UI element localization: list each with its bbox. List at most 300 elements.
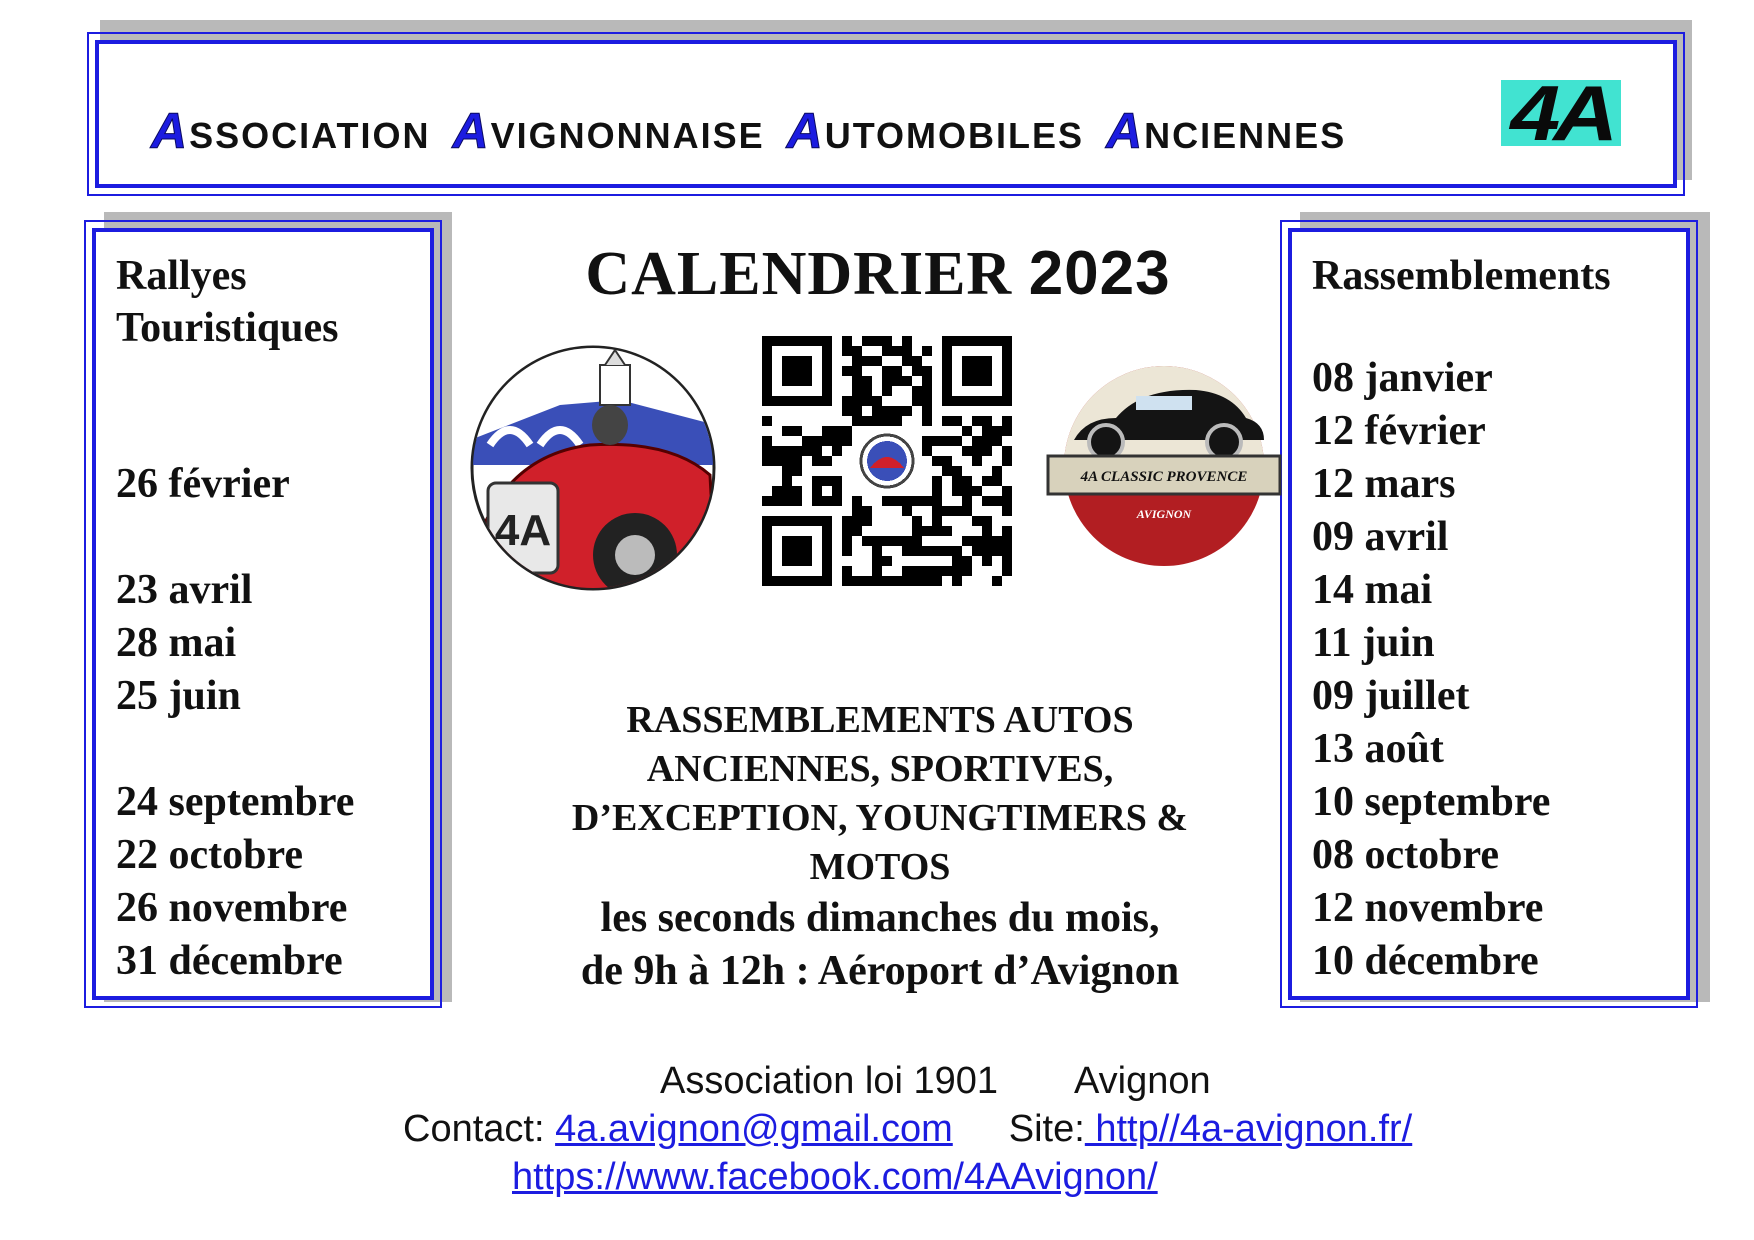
qr-module <box>902 346 912 356</box>
qr-module <box>882 576 892 586</box>
qr-module <box>792 456 802 466</box>
qr-module <box>862 356 872 366</box>
qr-module <box>932 516 942 526</box>
qr-module <box>792 536 802 546</box>
qr-module <box>962 396 972 406</box>
qr-module <box>922 576 932 586</box>
qr-module <box>822 576 832 586</box>
qr-module <box>942 456 952 466</box>
qr-module <box>972 516 982 526</box>
qr-module <box>852 376 862 386</box>
qr-module <box>972 396 982 406</box>
qr-module <box>762 376 772 386</box>
list-item: 11 juin <box>1312 620 1435 666</box>
qr-module <box>942 466 952 476</box>
qr-module <box>952 556 962 566</box>
qr-module <box>762 526 772 536</box>
qr-module <box>902 356 912 366</box>
qr-module <box>812 436 822 446</box>
footer-facebook-line <box>512 1156 1158 1199</box>
qr-module <box>832 446 842 456</box>
qr-module <box>802 576 812 586</box>
qr-module <box>932 486 942 496</box>
qr-module <box>812 446 822 456</box>
qr-module <box>1002 536 1012 546</box>
qr-module <box>842 546 852 556</box>
list-item: 08 janvier <box>1312 355 1493 401</box>
association-city: Avignon <box>1074 1060 1211 1102</box>
qr-module <box>922 496 932 506</box>
vintage-race-car-logo <box>470 345 716 591</box>
association-type: Association loi 1901 <box>660 1060 998 1102</box>
qr-module <box>852 386 862 396</box>
qr-module <box>982 556 992 566</box>
qr-module <box>892 536 902 546</box>
qr-module <box>922 446 932 456</box>
qr-module <box>762 346 772 356</box>
qr-module <box>902 536 912 546</box>
qr-module <box>872 546 882 556</box>
qr-module <box>1002 416 1012 426</box>
qr-module <box>822 546 832 556</box>
qr-module <box>852 356 862 366</box>
header-word: A VIGNONNAISE <box>452 103 765 159</box>
qr-module <box>912 386 922 396</box>
qr-module <box>822 436 832 446</box>
qr-module <box>942 376 952 386</box>
qr-module <box>952 476 962 486</box>
qr-module <box>782 456 792 466</box>
qr-module <box>912 396 922 406</box>
rallyes-title: Rallyes Touristiques <box>116 253 339 351</box>
list-item: 24 septembre <box>116 779 355 825</box>
qr-module <box>772 496 782 506</box>
list-item: 09 juillet <box>1312 673 1470 719</box>
qr-module <box>952 336 962 346</box>
qr-module <box>892 406 902 416</box>
qr-module <box>762 336 772 346</box>
qr-module <box>1002 366 1012 376</box>
qr-module <box>772 456 782 466</box>
qr-module <box>912 576 922 586</box>
qr-module <box>862 536 872 546</box>
qr-module <box>972 336 982 346</box>
qr-module <box>882 366 892 376</box>
rallyes-date-list <box>116 458 354 988</box>
list-item: 10 septembre <box>1312 779 1551 825</box>
qr-module <box>1002 356 1012 366</box>
qr-module <box>922 396 932 406</box>
qr-module <box>842 396 852 406</box>
qr-module <box>762 386 772 396</box>
qr-module <box>802 446 812 456</box>
4a-classic-provence-logo <box>1046 348 1282 584</box>
qr-module <box>882 406 892 416</box>
qr-module <box>992 396 1002 406</box>
qr-module <box>882 416 892 426</box>
list-item: 12 novembre <box>1312 885 1544 931</box>
qr-module <box>922 526 932 536</box>
qr-module <box>792 446 802 456</box>
qr-module <box>762 436 772 446</box>
qr-module <box>792 486 802 496</box>
rassemblements-date-list <box>1312 352 1550 988</box>
qr-module <box>802 376 812 386</box>
qr-module <box>932 456 942 466</box>
qr-module <box>842 526 852 536</box>
qr-module <box>792 466 802 476</box>
contact-label: Contact: <box>403 1108 545 1150</box>
qr-module <box>872 536 882 546</box>
qr-module <box>962 566 972 576</box>
qr-module <box>922 376 932 386</box>
qr-module <box>782 366 792 376</box>
qr-module <box>992 536 1002 546</box>
email-link[interactable]: 4a.avignon@gmail.com <box>555 1108 953 1150</box>
qr-module <box>872 416 882 426</box>
qr-module <box>812 486 822 496</box>
qr-module <box>902 336 912 346</box>
qr-module <box>872 356 882 366</box>
qr-module <box>912 356 922 366</box>
qr-module <box>932 476 942 486</box>
qr-module <box>822 376 832 386</box>
qr-module <box>772 486 782 496</box>
qr-module <box>832 476 842 486</box>
qr-module <box>982 396 992 406</box>
qr-module <box>942 436 952 446</box>
qr-module <box>942 366 952 376</box>
qr-module <box>1002 496 1012 506</box>
qr-module <box>792 376 802 386</box>
qr-module <box>842 516 852 526</box>
list-item: 25 juin <box>116 673 241 719</box>
qr-module <box>922 406 932 416</box>
qr-module <box>762 496 772 506</box>
qr-module <box>782 446 792 456</box>
qr-module <box>962 476 972 486</box>
qr-module <box>912 566 922 576</box>
qr-module <box>842 436 852 446</box>
qr-module <box>822 476 832 486</box>
event-description <box>500 696 1260 998</box>
qr-module <box>1002 396 1012 406</box>
list-item: 26 février <box>116 461 290 507</box>
qr-module <box>842 366 852 376</box>
qr-module <box>822 516 832 526</box>
qr-module <box>762 456 772 466</box>
qr-module <box>942 506 952 516</box>
qr-module <box>952 546 962 556</box>
qr-module <box>782 546 792 556</box>
qr-module <box>782 466 792 476</box>
qr-module <box>922 366 932 376</box>
qr-module <box>962 336 972 346</box>
qr-module <box>762 366 772 376</box>
qr-module <box>852 416 862 426</box>
qr-module <box>942 356 952 366</box>
qr-module <box>982 446 992 456</box>
qr-module <box>972 486 982 496</box>
qr-module <box>772 396 782 406</box>
qr-module <box>882 536 892 546</box>
qr-module <box>882 336 892 346</box>
qr-module <box>972 356 982 366</box>
qr-module <box>872 576 882 586</box>
qr-module <box>912 496 922 506</box>
qr-module <box>762 566 772 576</box>
qr-module <box>762 356 772 366</box>
header-banner <box>95 40 1677 188</box>
qr-module <box>982 496 992 506</box>
description-line: RASSEMBLEMENTS AUTOS <box>626 699 1134 741</box>
qr-module <box>962 446 972 456</box>
qr-module <box>822 386 832 396</box>
qr-module <box>792 336 802 346</box>
header-word: A UTOMOBILES <box>786 103 1085 159</box>
qr-module <box>832 436 842 446</box>
qr-module <box>792 366 802 376</box>
qr-module <box>1002 446 1012 456</box>
qr-module <box>892 496 902 506</box>
qr-module <box>852 516 862 526</box>
qr-module <box>782 396 792 406</box>
qr-module <box>822 536 832 546</box>
description-line: de 9h à 12h : Aéroport d’Avignon <box>580 948 1180 994</box>
qr-module <box>962 356 972 366</box>
list-item: 23 avril <box>116 567 253 613</box>
qr-module <box>962 426 972 436</box>
qr-module <box>782 376 792 386</box>
qr-module <box>882 376 892 386</box>
qr-module <box>972 376 982 386</box>
qr-module <box>802 396 812 406</box>
qr-module <box>932 546 942 556</box>
qr-module <box>902 566 912 576</box>
qr-module <box>852 526 862 536</box>
qr-module <box>822 526 832 536</box>
qr-module <box>982 376 992 386</box>
qr-module <box>762 446 772 456</box>
qr-module <box>1002 426 1012 436</box>
qr-module <box>842 336 852 346</box>
qr-module <box>782 486 792 496</box>
qr-module <box>802 436 812 446</box>
qr-module <box>872 556 882 566</box>
qr-module <box>952 436 962 446</box>
qr-module <box>892 366 902 376</box>
description-line: MOTOS <box>809 846 951 888</box>
qr-module <box>772 516 782 526</box>
qr-module <box>882 496 892 506</box>
qr-module <box>822 356 832 366</box>
qr-module <box>892 346 902 356</box>
qr-module <box>772 576 782 586</box>
car-badge-text: 4A <box>494 506 552 555</box>
qr-module <box>912 366 922 376</box>
qr-module <box>932 506 942 516</box>
qr-module <box>992 496 1002 506</box>
qr-module <box>832 496 842 506</box>
qr-module <box>842 346 852 356</box>
qr-module <box>932 496 942 506</box>
qr-module <box>802 356 812 366</box>
qr-module <box>882 346 892 356</box>
qr-code[interactable] <box>762 336 1012 586</box>
qr-module <box>842 426 852 436</box>
qr-module <box>862 376 872 386</box>
qr-module <box>872 406 882 416</box>
qr-module <box>982 356 992 366</box>
qr-module <box>862 396 872 406</box>
qr-module <box>932 566 942 576</box>
qr-module <box>782 476 792 486</box>
list-item: 08 octobre <box>1312 832 1500 878</box>
qr-module <box>972 416 982 426</box>
qr-module <box>962 506 972 516</box>
qr-module <box>1002 566 1012 576</box>
qr-module <box>762 546 772 556</box>
qr-module <box>992 476 1002 486</box>
qr-module <box>882 386 892 396</box>
qr-module <box>782 356 792 366</box>
qr-module <box>892 416 902 426</box>
qr-module <box>822 456 832 466</box>
qr-module <box>952 506 962 516</box>
qr-module <box>792 496 802 506</box>
qr-module <box>852 396 862 406</box>
qr-module <box>782 576 792 586</box>
qr-module <box>782 496 792 506</box>
qr-module <box>1002 376 1012 386</box>
qr-module <box>962 556 972 566</box>
qr-module <box>762 556 772 566</box>
list-item: 31 décembre <box>116 938 343 984</box>
qr-module <box>962 496 972 506</box>
rassemblements-title: Rassemblements <box>1312 253 1611 299</box>
qr-module <box>802 546 812 556</box>
qr-module <box>792 576 802 586</box>
qr-module <box>852 406 862 416</box>
qr-module <box>982 416 992 426</box>
spacer <box>116 511 354 564</box>
list-item: 09 avril <box>1312 514 1449 560</box>
qr-module <box>992 546 1002 556</box>
qr-module <box>972 446 982 456</box>
qr-module <box>822 336 832 346</box>
list-item: 10 décembre <box>1312 938 1539 984</box>
qr-module <box>812 456 822 466</box>
qr-module <box>822 426 832 436</box>
qr-module <box>982 516 992 526</box>
qr-module <box>892 376 902 386</box>
spacer <box>116 723 354 776</box>
qr-module <box>912 546 922 556</box>
qr-module <box>842 566 852 576</box>
facebook-link[interactable]: https://www.facebook.com/4AAvignon/ <box>512 1156 1158 1198</box>
qr-module <box>822 396 832 406</box>
qr-module <box>952 576 962 586</box>
4a-logo: 4A <box>1501 80 1621 146</box>
qr-module <box>912 536 922 546</box>
qr-module <box>832 486 842 496</box>
qr-module <box>1002 486 1012 496</box>
qr-module <box>792 516 802 526</box>
association-name <box>151 102 1368 160</box>
qr-module <box>982 526 992 536</box>
qr-module <box>982 436 992 446</box>
site-label: Site: <box>1008 1108 1085 1150</box>
qr-module <box>782 516 792 526</box>
description-line: D’EXCEPTION, YOUNGTIMERS & <box>571 797 1189 839</box>
qr-module <box>762 416 772 426</box>
qr-module <box>942 396 952 406</box>
qr-module <box>802 516 812 526</box>
qr-module <box>902 576 912 586</box>
qr-module <box>972 436 982 446</box>
qr-module <box>922 566 932 576</box>
footer-contact-line <box>403 1108 1412 1151</box>
qr-module <box>992 336 1002 346</box>
qr-module <box>1002 506 1012 516</box>
qr-module <box>812 396 822 406</box>
qr-module <box>842 406 852 416</box>
qr-module <box>792 396 802 406</box>
list-item: 13 août <box>1312 726 1444 772</box>
qr-module <box>762 576 772 586</box>
qr-module <box>972 366 982 376</box>
qr-module <box>962 486 972 496</box>
qr-module <box>812 576 822 586</box>
qr-module <box>852 366 862 376</box>
qr-module <box>922 386 932 396</box>
qr-module <box>802 336 812 346</box>
qr-module <box>982 546 992 556</box>
qr-module <box>952 486 962 496</box>
qr-module <box>992 466 1002 476</box>
website-link[interactable]: http//4a-avignon.fr/ <box>1084 1108 1413 1150</box>
rassemblements-panel <box>1288 228 1690 1000</box>
qr-module <box>762 516 772 526</box>
description-line: ANCIENNES, SPORTIVES, <box>646 748 1114 790</box>
qr-module <box>782 556 792 566</box>
qr-module <box>872 566 882 576</box>
qr-module <box>772 336 782 346</box>
qr-module <box>922 436 932 446</box>
qr-module <box>962 376 972 386</box>
description-line: les seconds dimanches du mois, <box>600 895 1160 941</box>
qr-module <box>802 536 812 546</box>
qr-module <box>802 556 812 566</box>
list-item: 26 novembre <box>116 885 348 931</box>
qr-module <box>862 576 872 586</box>
qr-module <box>862 416 872 426</box>
qr-module <box>972 536 982 546</box>
qr-module <box>932 576 942 586</box>
qr-module <box>872 336 882 346</box>
qr-module <box>972 546 982 556</box>
qr-module <box>902 506 912 516</box>
list-item: 12 mars <box>1312 461 1456 507</box>
qr-module <box>812 336 822 346</box>
qr-module <box>1002 346 1012 356</box>
qr-module <box>952 396 962 406</box>
qr-module <box>842 536 852 546</box>
qr-module <box>992 576 1002 586</box>
qr-module <box>852 496 862 506</box>
qr-module <box>782 536 792 546</box>
qr-module <box>862 336 872 346</box>
